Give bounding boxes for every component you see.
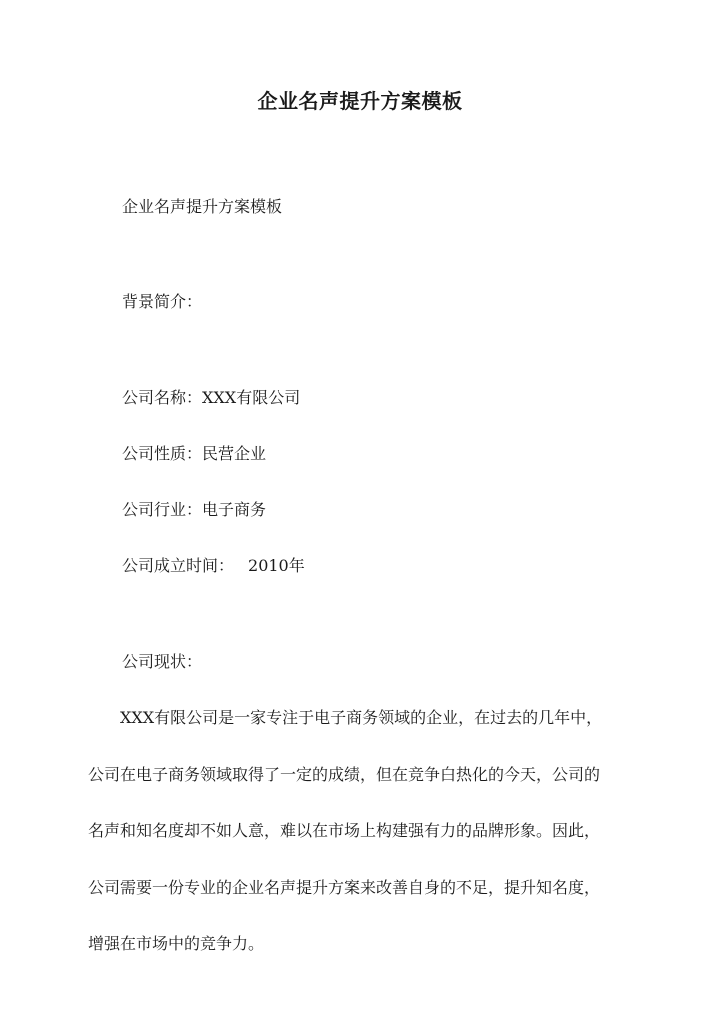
company-name-value: XXX有限公司 bbox=[202, 388, 301, 407]
company-name-field bbox=[122, 386, 300, 410]
company-industry-label: 公司行业： bbox=[122, 500, 203, 519]
background-heading: 背景简介： bbox=[122, 292, 203, 311]
company-founded-value: 2010年 bbox=[248, 556, 305, 575]
document-title: 企业名声提升方案模板 bbox=[257, 89, 463, 113]
company-founded-field bbox=[122, 554, 305, 578]
paragraph-line: 名声和知名度却不如人意，难以在市场上构建强有力的品牌形象。因此， bbox=[88, 821, 601, 841]
status-heading: 公司现状： bbox=[122, 652, 203, 671]
document-subtitle: 企业名声提升方案模板 bbox=[122, 197, 283, 216]
company-nature-field bbox=[122, 442, 266, 466]
company-industry-value: 电子商务 bbox=[202, 500, 267, 519]
company-industry-field bbox=[122, 498, 266, 522]
company-founded-label: 公司成立时间： bbox=[122, 556, 235, 575]
status-paragraph bbox=[88, 704, 636, 987]
paragraph-line: XXX有限公司是一家专注于电子商务领域的企业，在过去的几年中， bbox=[120, 708, 603, 727]
company-nature-value: 民营企业 bbox=[202, 444, 267, 463]
company-name-label: 公司名称： bbox=[122, 388, 203, 407]
paragraph-line: 公司需要一份专业的企业名声提升方案来改善自身的不足，提升知名度， bbox=[88, 877, 601, 897]
company-nature-label: 公司性质： bbox=[122, 444, 203, 463]
paragraph-line: 公司在电子商务领域取得了一定的成绩，但在竞争白热化的今天，公司的 bbox=[88, 764, 601, 784]
paragraph-line: 增强在市场中的竞争力。 bbox=[88, 934, 265, 954]
